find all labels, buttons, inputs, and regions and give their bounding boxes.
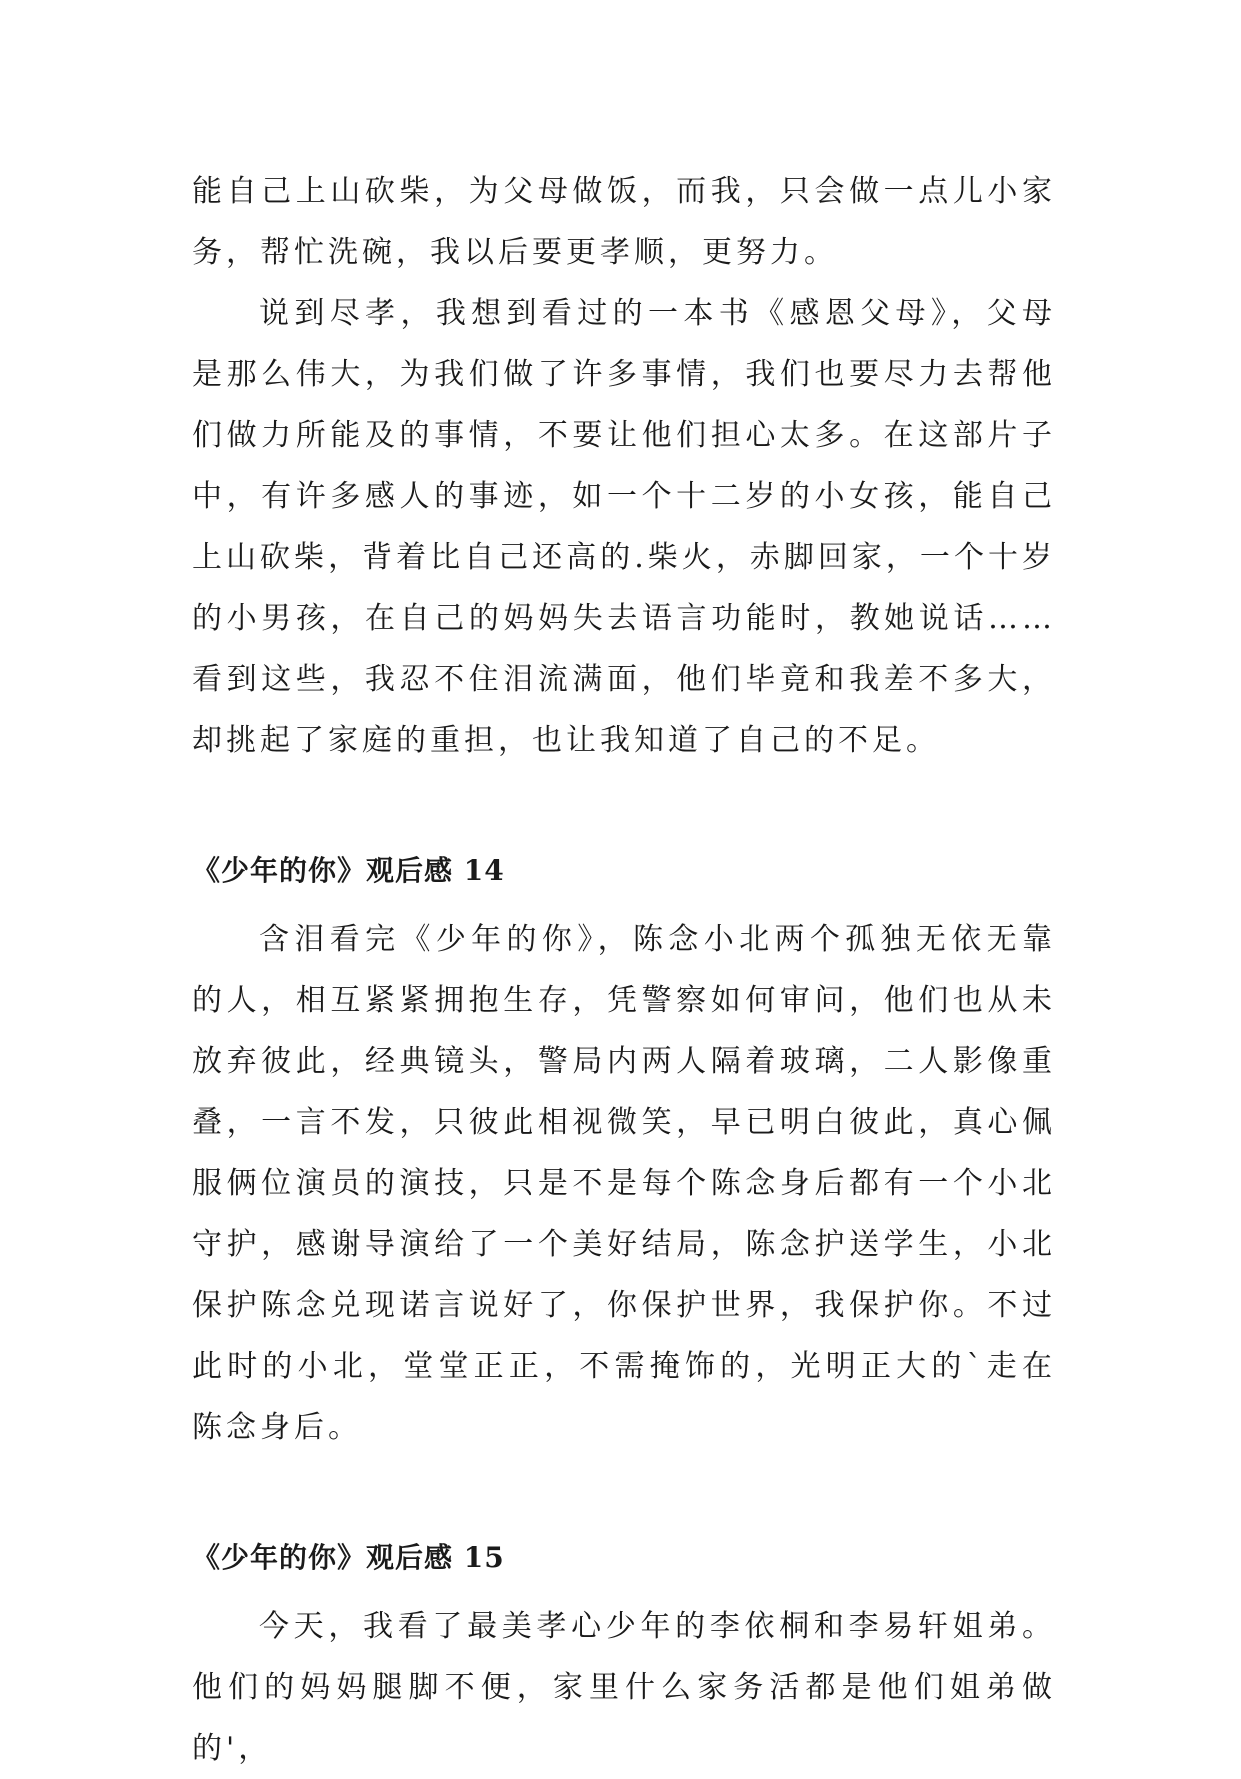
section-spacer [192, 1458, 1056, 1538]
body-paragraph: 说到尽孝，我想到看过的一本书《感恩父母》，父母是那么伟大，为我们做了许多事情，我们也要尽力去帮他们做力所能及的事情，不要让他们担心太多。在这部片子中，有许多感人的事迹，如一个十二岁的小女孩，能自己上山砍柴，背着比自己还高的.柴火，赤脚回家，一个十岁的小男孩，在自己的妈妈失去语言功能时，教她说话……看到这些，我忍不住泪流满面，他们毕竟和我差不多大，却挑起了家庭的重担，也让我知道了自己的不足。 [192, 296, 1056, 758]
section-body-15: 今天，我看了最美孝心少年的李依桐和李易轩姐弟。他们的妈妈腿脚不便，家里什么家务活都是他们姐弟做的'， [192, 1609, 1056, 1766]
heading-spacer [192, 1578, 1056, 1596]
continuation-paragraph: 能自己上山砍柴，为父母做饭，而我，只会做一点儿小家务，帮忙洗碗，我以后要更孝顺，更努力。 [192, 174, 1056, 270]
section-title-14: 《少年的你》观后感 14 [192, 854, 505, 887]
section-spacer [192, 771, 1056, 851]
document-content [192, 161, 1056, 1779]
section-title-15: 《少年的你》观后感 15 [192, 1541, 505, 1574]
section-body-14: 含泪看完《少年的你》，陈念小北两个孤独无依无靠的人，相互紧紧拥抱生存，凭警察如何审问，他们也从未放弃彼此，经典镜头，警局内两人隔着玻璃，二人影像重叠，一言不发，只彼此相视微笑，早已明白彼此，真心佩服俩位演员的演技，只是不是每个陈念身后都有一个小北守护，感谢导演给了一个美好结局，陈念护送学生，小北保护陈念兑现诺言说好了，你保护世界，我保护你。不过此时的小北，堂堂正正，不需掩饰的，光明正大的`走在陈念身后。 [192, 922, 1056, 1445]
heading-spacer [192, 891, 1056, 909]
